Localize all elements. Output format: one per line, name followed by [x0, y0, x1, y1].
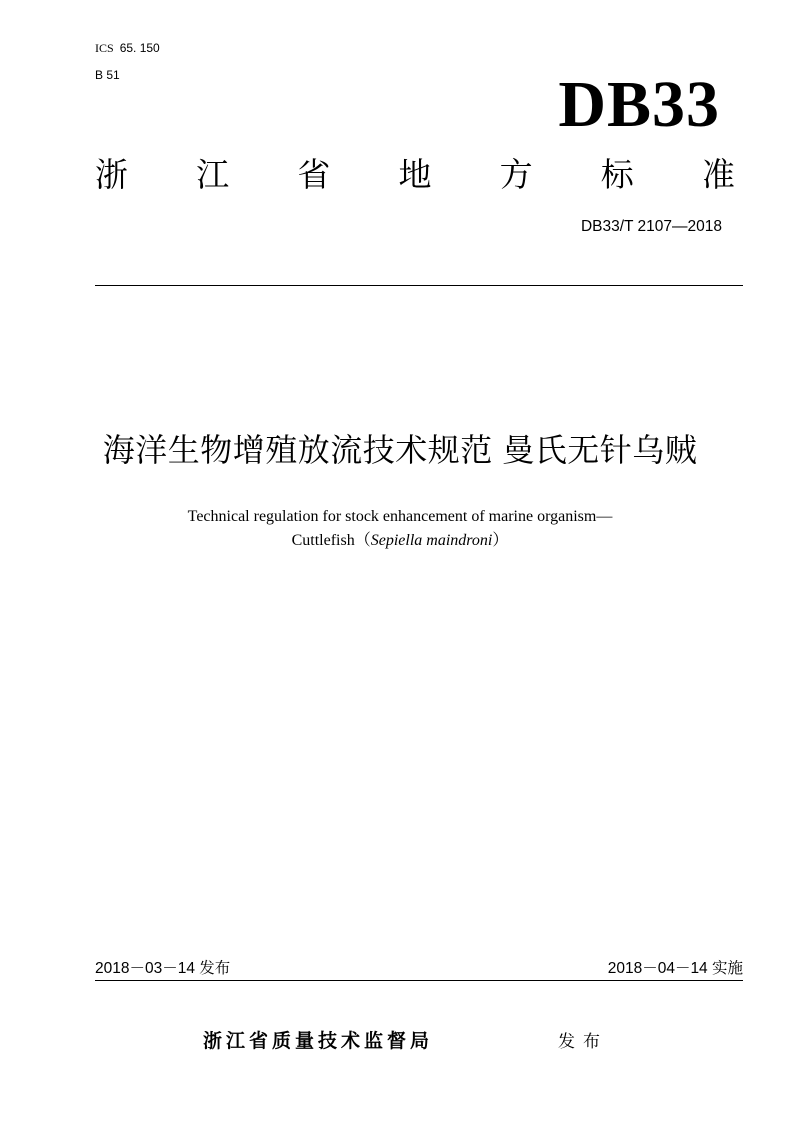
db-code-logo: DB33 — [558, 68, 720, 141]
standard-type-char: 标 — [600, 156, 634, 193]
standard-type-char: 方 — [499, 156, 533, 193]
title-en-line2-suffix: ） — [492, 532, 509, 549]
classification-code: B 51 — [95, 68, 120, 82]
document-title-en — [0, 505, 800, 553]
title-en-species: Sepiella maindroni — [370, 532, 493, 549]
title-en-line2 — [0, 529, 800, 553]
title-en-line1: Technical regulation for stock enhancement of marine organism— — [187, 508, 613, 525]
header-divider — [95, 285, 743, 286]
standard-type-char: 省 — [297, 156, 331, 193]
standard-type-char: 地 — [398, 156, 432, 193]
ics-label: ICS — [95, 41, 114, 55]
standard-type-char: 准 — [701, 156, 735, 193]
standard-type-char: 浙 — [95, 156, 128, 193]
standard-type-title — [95, 150, 735, 200]
title-en-line2-prefix: Cuttlefish（ — [291, 532, 371, 549]
issuing-authority: 浙江省质量技术监督局 — [203, 1031, 434, 1052]
issue-date: 2018－03－14 发布 — [95, 960, 231, 977]
issue-label: 发布 — [558, 1032, 608, 1051]
standard-number: DB33/T 2107—2018 — [580, 218, 722, 235]
ics-code — [95, 40, 160, 56]
document-title-zh: 海洋生物增殖放流技术规范 曼氏无针乌贼 — [102, 432, 698, 468]
date-row — [95, 958, 743, 981]
standard-type-char: 江 — [196, 156, 230, 193]
ics-value: 65. 150 — [119, 41, 160, 55]
implementation-date: 2018－04－14 实施 — [607, 960, 743, 977]
